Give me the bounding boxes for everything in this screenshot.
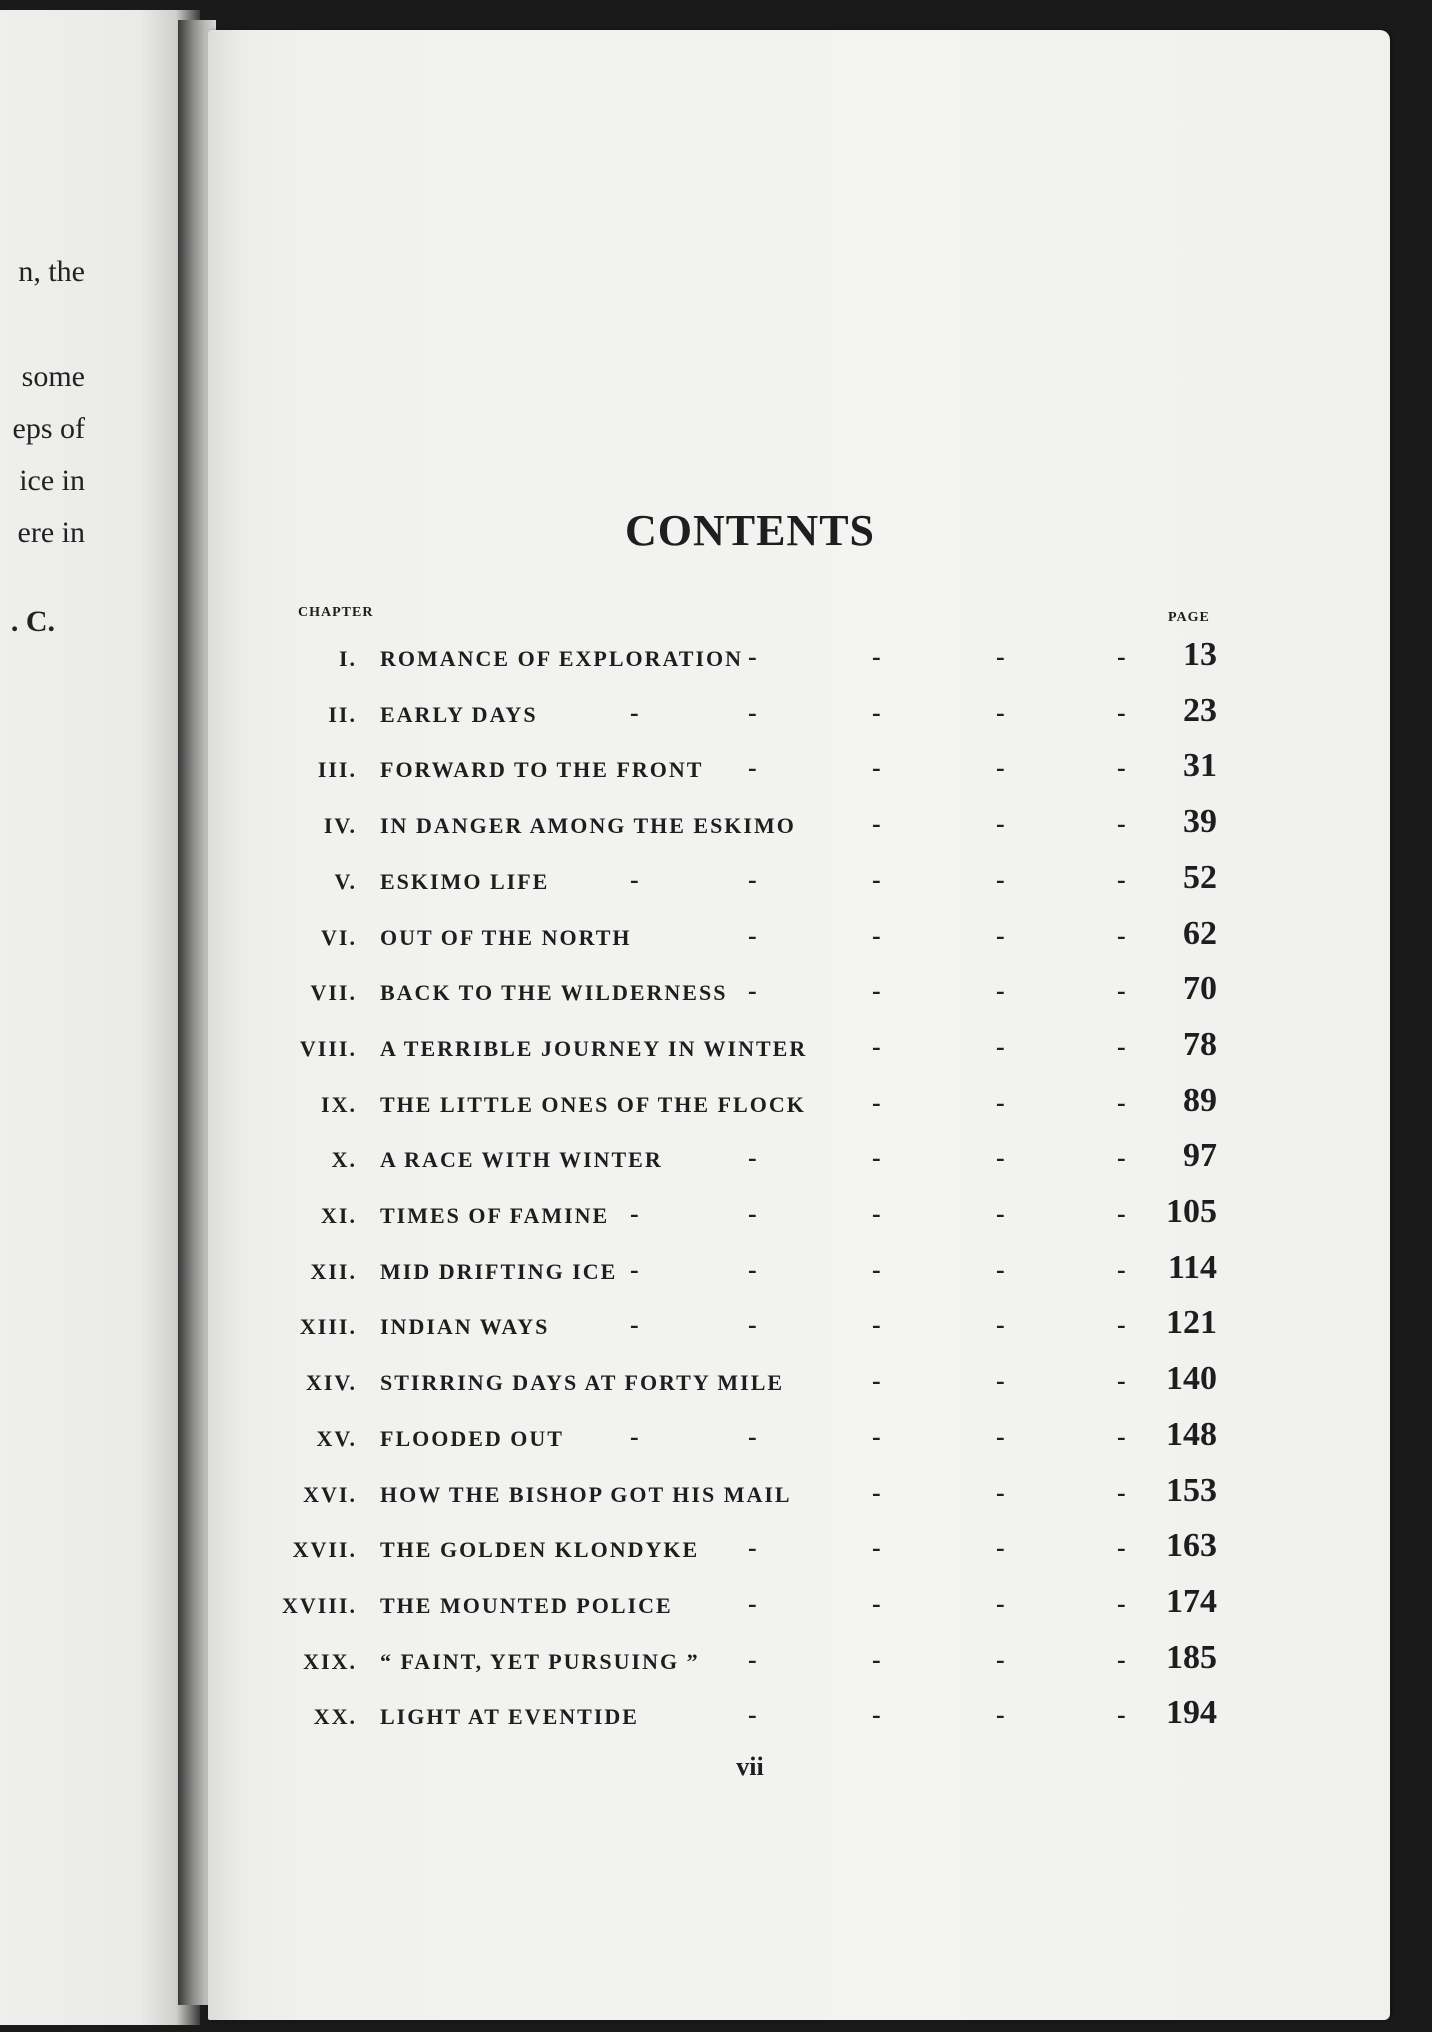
leader-dash: -	[872, 1087, 881, 1117]
toc-entry	[0, 857, 1432, 913]
chapter-page-number: 153	[1166, 1471, 1217, 1509]
chapter-page-number: 163	[1166, 1527, 1217, 1565]
chapter-number: X.	[331, 1147, 357, 1173]
leader-dash: -	[1117, 1366, 1126, 1396]
leader-dash: -	[996, 1031, 1005, 1061]
chapter-number: XI.	[321, 1203, 357, 1228]
chapter-title: INDIAN WAYS	[380, 1314, 550, 1340]
leader-dash: -	[872, 642, 881, 671]
chapter-page-number: 97	[1183, 1137, 1217, 1175]
chapter-title: LIGHT AT EVENTIDE	[380, 1704, 639, 1730]
leader-dash: -	[1117, 642, 1126, 671]
leader-dash: -	[996, 642, 1005, 671]
leader-dash: -	[748, 864, 757, 894]
chapter-number: XVI.	[303, 1481, 357, 1507]
chapter-number: II.	[328, 701, 357, 727]
leader-dash: -	[872, 697, 881, 727]
toc-entry	[0, 1080, 1432, 1136]
leader-dash: -	[1117, 1254, 1126, 1284]
chapter-number: XIII.	[299, 1314, 357, 1340]
leader-dash: -	[1117, 1421, 1126, 1451]
toc-entry	[0, 745, 1432, 801]
leader-dash: -	[996, 1254, 1005, 1284]
chapter-page-number: 194	[1166, 1694, 1217, 1732]
leader-dash: -	[996, 864, 1005, 894]
toc-entry	[0, 1581, 1432, 1637]
chapter-title: THE MOUNTED POLICE	[380, 1592, 673, 1618]
page-column-label: PAGE	[1168, 610, 1210, 625]
chapter-title: FLOODED OUT	[380, 1425, 564, 1451]
leader-dash: -	[872, 1533, 881, 1563]
chapter-page-number: 23	[1183, 691, 1217, 729]
chapter-number: III.	[317, 757, 357, 783]
page-title: CONTENTS	[624, 506, 876, 555]
leader-dash: -	[872, 920, 881, 950]
leader-dash: -	[748, 1199, 757, 1228]
leader-dash: -	[630, 864, 639, 894]
leader-dash: -	[872, 1644, 881, 1674]
toc-entry	[0, 1525, 1432, 1581]
leader-dash: -	[872, 864, 881, 894]
leader-dash: -	[748, 1421, 757, 1451]
leader-dash: -	[872, 976, 881, 1006]
left-page-fragment: . C.	[10, 605, 55, 638]
chapter-page-number: 114	[1167, 1248, 1217, 1286]
chapter-column-label: CHAPTER	[298, 605, 374, 620]
leader-dash: -	[748, 753, 757, 783]
leader-dash: -	[748, 1644, 757, 1674]
leader-dash: -	[1117, 1310, 1126, 1340]
chapter-title: EARLY DAYS	[380, 701, 538, 727]
chapter-page-number: 39	[1183, 803, 1217, 841]
leader-dash: -	[1117, 1199, 1126, 1228]
leader-dash: -	[996, 1310, 1005, 1340]
leader-dash: -	[996, 1644, 1005, 1674]
toc-entry	[0, 1302, 1432, 1358]
left-page-fragment: ice in	[19, 464, 85, 497]
toc-entry	[0, 1247, 1432, 1303]
leader-dash: -	[872, 1700, 881, 1730]
page-number: vii	[736, 1752, 764, 1781]
left-page-fragment: ere in	[17, 516, 85, 549]
leader-dash: -	[872, 1588, 881, 1618]
leader-dash: -	[1117, 976, 1126, 1006]
left-page-fragment: eps of	[12, 412, 85, 445]
leader-dash: -	[996, 697, 1005, 727]
leader-dash: -	[1117, 1588, 1126, 1618]
toc-entry	[0, 1024, 1432, 1080]
leader-dash: -	[1117, 1143, 1126, 1173]
chapter-title: HOW THE BISHOP GOT HIS MAIL	[380, 1481, 792, 1507]
leader-dash: -	[1117, 1700, 1126, 1730]
leader-dash: -	[1117, 864, 1126, 894]
leader-dash: -	[1117, 1031, 1126, 1061]
leader-dash: -	[1117, 1477, 1126, 1507]
chapter-page-number: 89	[1183, 1081, 1217, 1119]
chapter-page-number: 185	[1166, 1638, 1217, 1676]
chapter-title: ESKIMO LIFE	[380, 868, 550, 894]
leader-dash: -	[630, 1421, 639, 1451]
chapter-title: STIRRING DAYS AT FORTY MILE	[380, 1370, 785, 1396]
leader-dash: -	[996, 1700, 1005, 1730]
chapter-page-number: 13	[1183, 636, 1217, 673]
leader-dash: -	[748, 1310, 757, 1340]
leader-dash: -	[748, 1143, 757, 1173]
left-page-fragment: n, the	[18, 255, 85, 288]
leader-dash: -	[872, 1254, 881, 1284]
leader-dash: -	[996, 1421, 1005, 1451]
chapter-page-number: 70	[1183, 970, 1217, 1008]
leader-dash: -	[996, 1143, 1005, 1173]
chapter-title: A TERRIBLE JOURNEY IN WINTER	[380, 1035, 808, 1061]
chapter-title: THE LITTLE ONES OF THE FLOCK	[380, 1091, 806, 1117]
toc-entry	[0, 1135, 1432, 1191]
toc-entry	[0, 634, 1432, 690]
chapter-number: IV.	[323, 813, 357, 839]
leader-dash: -	[872, 1366, 881, 1396]
toc-entry	[0, 1191, 1432, 1247]
leader-dash: -	[872, 1310, 881, 1340]
chapter-title: IN DANGER AMONG THE ESKIMO	[380, 813, 796, 839]
leader-dash: -	[872, 1421, 881, 1451]
leader-dash: -	[872, 1199, 881, 1228]
chapter-number: VII.	[310, 980, 357, 1006]
toc-entry	[0, 1692, 1432, 1748]
leader-dash: -	[996, 1477, 1005, 1507]
chapter-number: XIV.	[305, 1370, 357, 1396]
leader-dash: -	[748, 1533, 757, 1563]
leader-dash: -	[748, 1588, 757, 1618]
chapter-page-number: 78	[1183, 1025, 1217, 1063]
chapter-number: XIX.	[303, 1648, 357, 1674]
leader-dash: -	[1117, 809, 1126, 839]
chapter-number: XII.	[310, 1258, 357, 1284]
chapter-title: THE GOLDEN KLONDYKE	[380, 1537, 700, 1563]
chapter-number: XV.	[316, 1425, 357, 1451]
leader-dash: -	[872, 809, 881, 839]
toc-entry	[0, 1470, 1432, 1526]
leader-dash: -	[872, 1031, 881, 1061]
leader-dash: -	[1117, 753, 1126, 783]
leader-dash: -	[996, 1366, 1005, 1396]
chapter-number: V.	[334, 868, 357, 894]
toc-entry	[0, 801, 1432, 857]
leader-dash: -	[872, 1143, 881, 1173]
chapter-title: “ FAINT, YET PURSUING ”	[380, 1648, 700, 1674]
toc-entry	[0, 913, 1432, 969]
leader-dash: -	[748, 1254, 757, 1284]
leader-dash: -	[748, 920, 757, 950]
leader-dash: -	[748, 642, 757, 671]
chapter-title: A RACE WITH WINTER	[380, 1147, 663, 1173]
toc-entry	[0, 1414, 1432, 1470]
leader-dash: -	[996, 976, 1005, 1006]
leader-dash: -	[996, 809, 1005, 839]
chapter-number: IX.	[321, 1091, 357, 1117]
leader-dash: -	[1117, 1644, 1126, 1674]
toc-entry	[0, 968, 1432, 1024]
chapter-page-number: 31	[1183, 747, 1217, 785]
leader-dash: -	[996, 1199, 1005, 1228]
leader-dash: -	[630, 1254, 639, 1284]
chapter-title: TIMES OF FAMINE	[380, 1203, 610, 1228]
chapter-page-number: 52	[1183, 858, 1217, 896]
chapter-number: VIII.	[299, 1035, 357, 1061]
leader-dash: -	[748, 1700, 757, 1730]
leader-dash: -	[748, 697, 757, 727]
leader-dash: -	[630, 1199, 639, 1228]
leader-dash: -	[630, 1310, 639, 1340]
toc-entry	[0, 690, 1432, 746]
leader-dash: -	[1117, 697, 1126, 727]
leader-dash: -	[996, 1087, 1005, 1117]
chapter-page-number: 62	[1183, 914, 1217, 952]
left-page-fragment: some	[21, 360, 85, 393]
leader-dash: -	[1117, 1087, 1126, 1117]
toc-entry	[0, 1637, 1432, 1693]
chapter-number: XVII.	[292, 1537, 357, 1563]
chapter-number: VI.	[321, 924, 357, 950]
leader-dash: -	[872, 753, 881, 783]
chapter-title: OUT OF THE NORTH	[380, 924, 632, 950]
leader-dash: -	[996, 753, 1005, 783]
leader-dash: -	[872, 1477, 881, 1507]
chapter-page-number: 148	[1166, 1415, 1217, 1453]
chapter-number: I.	[338, 646, 357, 671]
leader-dash: -	[1117, 1533, 1126, 1563]
chapter-title: FORWARD TO THE FRONT	[380, 757, 704, 783]
chapter-page-number: 105	[1166, 1193, 1217, 1230]
leader-dash: -	[748, 976, 757, 1006]
leader-dash: -	[996, 920, 1005, 950]
toc-entry	[0, 1358, 1432, 1414]
chapter-title: MID DRIFTING ICE	[380, 1258, 618, 1284]
chapter-title: BACK TO THE WILDERNESS	[380, 980, 728, 1006]
chapter-page-number: 174	[1166, 1582, 1217, 1620]
leader-dash: -	[630, 697, 639, 727]
chapter-number: XVIII.	[282, 1592, 357, 1618]
leader-dash: -	[996, 1533, 1005, 1563]
leader-dash: -	[1117, 920, 1126, 950]
chapter-number: XX.	[313, 1704, 357, 1730]
chapter-page-number: 121	[1166, 1304, 1217, 1342]
chapter-page-number: 140	[1166, 1360, 1217, 1398]
leader-dash: -	[996, 1588, 1005, 1618]
chapter-title: ROMANCE OF EXPLORATION	[380, 646, 743, 671]
